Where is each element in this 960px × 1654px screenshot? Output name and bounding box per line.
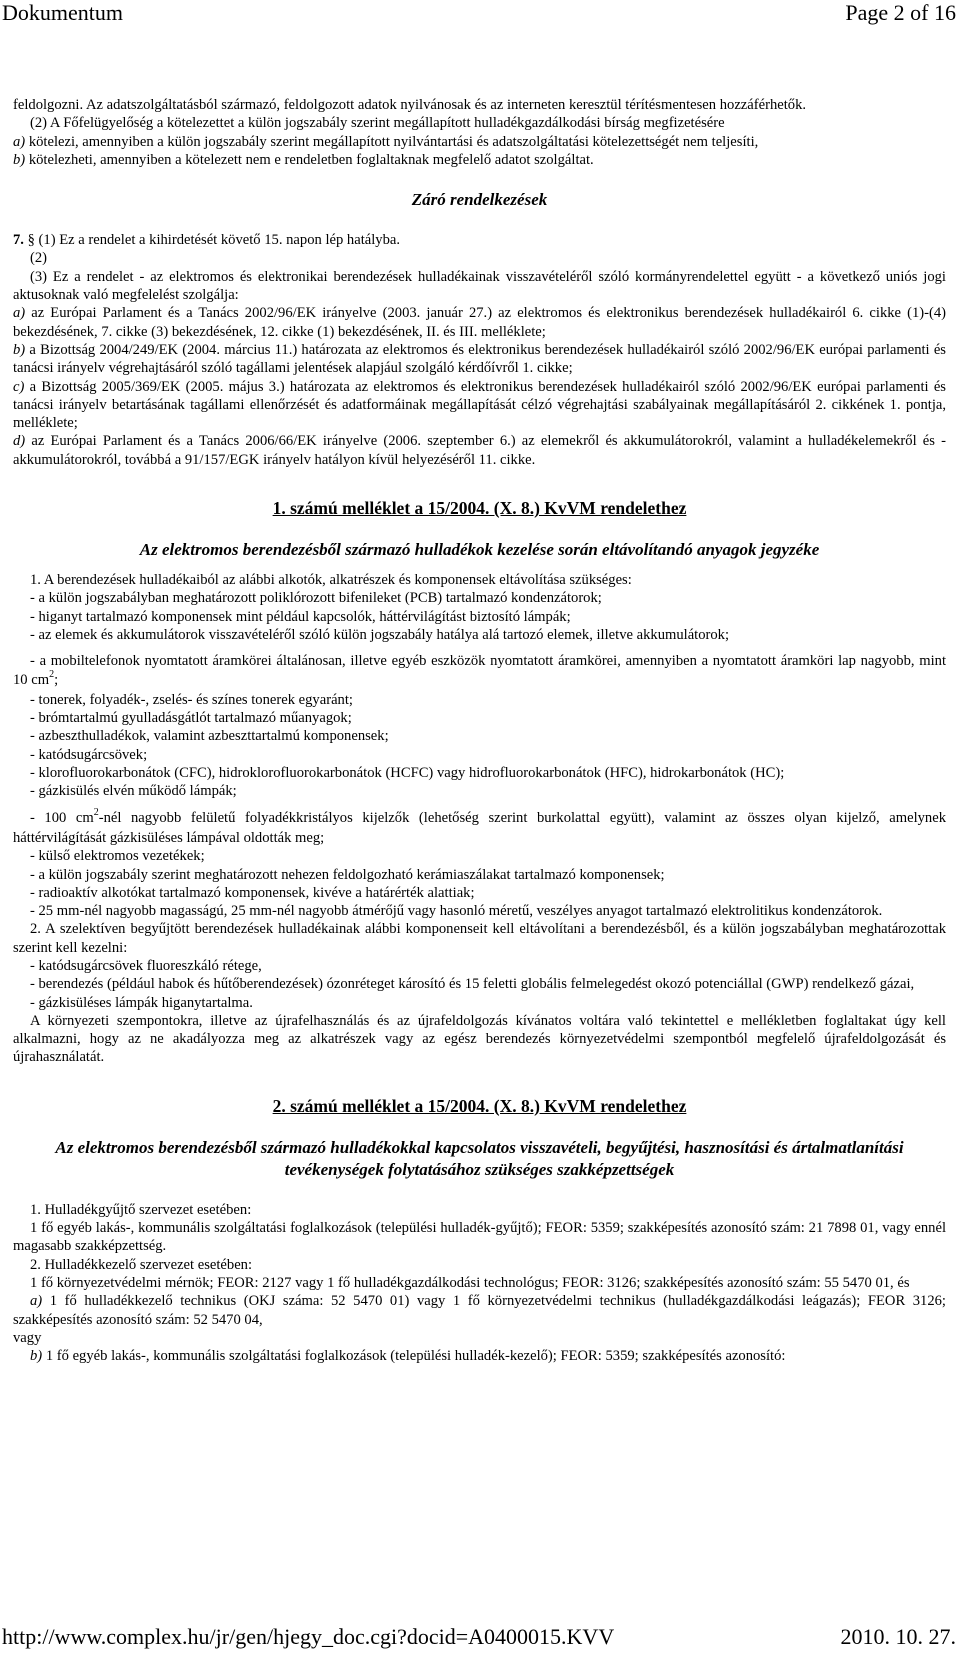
paragraph: vagy [13, 1329, 42, 1346]
document-body [13, 96, 946, 1365]
item-text: a Bizottság 2004/249/EK (2004. március 11.) határozata az elektromos és elektronikus berendezések hulladékairól szóló 2002/96/EK európai parlamenti és tanácsi irányelv végrehajtásáról szóló tagállami jelentések alapjául szolgáló kérdőívről 1. cikke; [13, 341, 946, 377]
item-label: b) [30, 1348, 43, 1365]
list-item: - az elemek és akkumulátorok visszavételéről szóló külön jogszabály hatálya alá tartozó elemek, illetve akkumulátorok; [30, 626, 730, 643]
item-label: b) [13, 341, 26, 358]
section-text: § (1) Ez a rendelet a kihirdetését követő 15. napon lép hatályba. [23, 232, 401, 249]
paragraph: 2. Hulladékkezelő szervezet esetében: [30, 1256, 253, 1273]
paragraph [13, 378, 946, 433]
annex-title: 2. számú melléklet a 15/2004. (X. 8.) KvVM rendelethez [272, 1095, 687, 1116]
list-item: - a külön jogszabály szerint meghatározott nehezen feldolgozható kerámiaszálakat tartalmazó komponensek; [30, 866, 665, 883]
list-item: - gázkisüléses lámpák higanytartalma. [30, 994, 253, 1011]
paragraph: 1 fő környezetvédelmi mérnök; FEOR: 2127 vagy 1 fő hulladékgazdálkodási technológus; FEOR: 3126; szakképesítés azonosító szám: 55 5470 01, és [30, 1274, 910, 1291]
page-header [0, 0, 960, 30]
paragraph [13, 151, 946, 169]
paragraph [13, 231, 946, 249]
item-label: b) [13, 151, 26, 168]
paragraph: (3) Ez a rendelet - az elektromos és elektronikai berendezések hulladékainak visszavételéről szóló kormányrendelettel együtt - a következő uniós jogi aktusoknak való megfelelést szolgálja: [13, 268, 946, 304]
item-text-end: ; [54, 671, 59, 688]
superscript: 2 [93, 806, 99, 818]
list-item: - katódsugárcsövek; [30, 746, 148, 763]
item-label: a) [13, 305, 26, 322]
list-item: - a külön jogszabályban meghatározott poliklórozott bifenileket (PCB) tartalmazó kondenzátorok; [30, 590, 602, 607]
section-number: 7. [13, 232, 24, 249]
list-item: - azbeszthulladékok, valamint azbeszttartalmú komponensek; [30, 728, 389, 745]
annex-subtitle: Az elektromos berendezésből származó hulladékok kezelése során eltávolítandó anyagok jegyzéke [139, 540, 820, 560]
paragraph [13, 341, 946, 378]
item-text: kötelezi, amennyiben a külön jogszabály szerint megállapított nyilvántartási és adatszolgáltatási kötelezettségét nem teljesíti, [25, 133, 759, 150]
paragraph: (2) A Főfelügyelőség a kötelezettet a külön jogszabály szerint megállapított hulladékgazdálkodási bírság megfizetésére [30, 115, 725, 132]
paragraph [13, 133, 946, 151]
list-item: - katódsugárcsövek fluoreszkáló rétege, [30, 957, 262, 974]
item-text: a Bizottság 2005/369/EK (2005. május 3.) határozata az elektromos és elektronikus berendezések hulladékairól szóló 2002/96/EK európai parlamenti és tanácsi irányelv betartásának tagállami ellenőrzését és adatformáinak megállapítását célzó végrehajtási szabályainak megállapításáról 2. cikkének 1. pontja, melléklete; [13, 378, 946, 432]
source-url: http://www.complex.hu/jr/gen/hjegy_doc.cgi?docid=A0400015.KVV [2, 1624, 615, 1649]
item-text-end: -nél nagyobb felületű folyadékkristályos kijelzők (lehetőség szerint burkolattal együtt), valamint az összes olyan kijelző, amelynek háttérvilágítását gázkisüléses lámpával oldották meg; [13, 809, 946, 846]
list-item: - brómtartalmú gyulladásgátlót tartalmazó műanyagok; [30, 710, 352, 727]
list-item: - higanyt tartalmazó komponensek mint például kapcsolók, háttérvilágítást biztosító lámpák; [30, 608, 571, 625]
section-heading: Záró rendelkezések [411, 190, 548, 210]
print-date: 2010. 10. 27. [840, 1624, 956, 1649]
item-text: 1 fő egyéb lakás-, kommunális szolgáltatási foglalkozások (települési hulladék-kezelő); FEOR: 5359; szakképesítés azonosító: [42, 1348, 786, 1365]
item-text: - 100 cm [30, 809, 94, 826]
annex-subtitle: Az elektromos berendezésből származó hulladékokkal kapcsolatos visszavételi, begyűjtési, hasznosítási és ártalmatlanítási tevékenységek folytatásához szükséges szakképzettségek [55, 1137, 904, 1179]
page-footer [0, 1624, 960, 1654]
superscript: 2 [49, 668, 55, 680]
paragraph: (2) [30, 250, 48, 267]
paragraph: 1. Hulladékgyűjtő szervezet esetében: [30, 1201, 252, 1218]
list-item: - gázkisülés elvén működő lámpák; [30, 783, 237, 800]
item-text: 1 fő hulladékkezelő technikus (OKJ száma: 52 5470 01) vagy 1 fő környezetvédelmi technikus (hulladékgazdálkodási leágazás); FEOR 3126; szakképesítés azonosító szám: 52 5470 04, [13, 1293, 946, 1328]
paragraph [13, 304, 946, 341]
paragraph: 2. A szelektíven begyűjtött berendezések hulladékainak alábbi komponenseit kell eltávolítani a berendezésből, és a külön jogszabályban meghatározottak szerint kell kezelni: [13, 921, 946, 956]
item-label: a) [13, 133, 26, 150]
document-title: Dokumentum [2, 0, 123, 25]
list-item: - tonerek, folyadék-, zselés- és színes tonerek egyaránt; [30, 691, 353, 708]
list-item: - külső elektromos vezetékek; [30, 848, 205, 865]
paragraph: 1. A berendezések hulladékaiból az alábbi alkotók, alkatrészek és komponensek eltávolítása szükséges: [30, 572, 632, 589]
item-text: az Európai Parlament és a Tanács 2006/66/EK irányelve (2006. szeptember 6.) az elemekről és akkumulátorokról, valamint a hulladékelemekről és -akkumulátorokról, továbbá a 91/157/EGK irányelv hatályon kívül helyezéséről 11. cikke. [13, 433, 946, 468]
annex-title: 1. számú melléklet a 15/2004. (X. 8.) KvVM rendelethez [272, 498, 687, 519]
item-label: d) [13, 433, 26, 450]
item-label: c) [13, 378, 25, 395]
item-text: az Európai Parlament és a Tanács 2002/96/EK irányelve (2003. január 27.) az elektromos és elektronikus berendezések hulladékairól 6. cikke (1)-(4) bekezdésének, 7. cikke (3) bekezdésének, 12. cikke (1) bekezdésének, II. és III. melléklete; [13, 305, 946, 340]
list-item: - berendezés (például habok és hűtőberendezések) ózonréteget károsító és 15 feletti globális felmelegedést okozó potenciállal (GWP) rendelkező gázai, [30, 976, 915, 993]
list-item [13, 801, 946, 848]
item-label: a) [30, 1293, 43, 1310]
list-item: - 25 mm-nél nagyobb magasságú, 25 mm-nél nagyobb átmérőjű vagy hasonló méretű, veszélyes anyagot tartalmazó elektrolitikus kondenzátorok. [30, 903, 883, 920]
paragraph [13, 432, 946, 469]
paragraph: 1 fő egyéb lakás-, kommunális szolgáltatási foglalkozások (települési hulladék-gyűjtő); FEOR: 5359; szakképesítés azonosító szám: 21 7898 01, vagy ennél magasabb szakképzettség. [13, 1220, 946, 1255]
page-indicator: Page 2 of 16 [845, 0, 956, 25]
item-text: kötelezheti, amennyiben a kötelezett nem e rendeletben foglaltaknak megfelelő adatot szolgáltat. [25, 151, 594, 168]
list-item [13, 644, 946, 691]
item-text: - a mobiltelefonok nyomtatott áramkörei általánosan, illetve egyéb eszközök nyomtatott áramkörei, amennyiben a nyomtatott áramköri lap nagyobb, mint 10 cm [13, 653, 946, 688]
paragraph: A környezeti szempontokra, illetve az újrafelhasználás és az újrafeldolgozás kívánatos voltára való tekintettel e mellékletben foglaltakat úgy kell alkalmazni, hogy az ne akadályozza meg az alkatrészek vagy az egész berendezés környezetvédelmi szempontból megfelelő újrafeldolgozását és újrahasználatát. [13, 1012, 946, 1066]
list-item: - radioaktív alkotókat tartalmazó komponensek, kivéve a határérték alattiak; [30, 884, 475, 901]
paragraph [13, 1347, 946, 1365]
list-item: - klorofluorokarbonátok (CFC), hidroklorofluorokarbonátok (HCFC) vagy hidrofluorokarbonátok (HFC), hidrokarbonátok (HC); [30, 765, 785, 782]
paragraph: feldolgozni. Az adatszolgáltatásból származó, feldolgozott adatok nyilvánosak és az interneten keresztül térítésmentesen hozzáférhetők. [13, 97, 807, 113]
paragraph [13, 1292, 946, 1329]
